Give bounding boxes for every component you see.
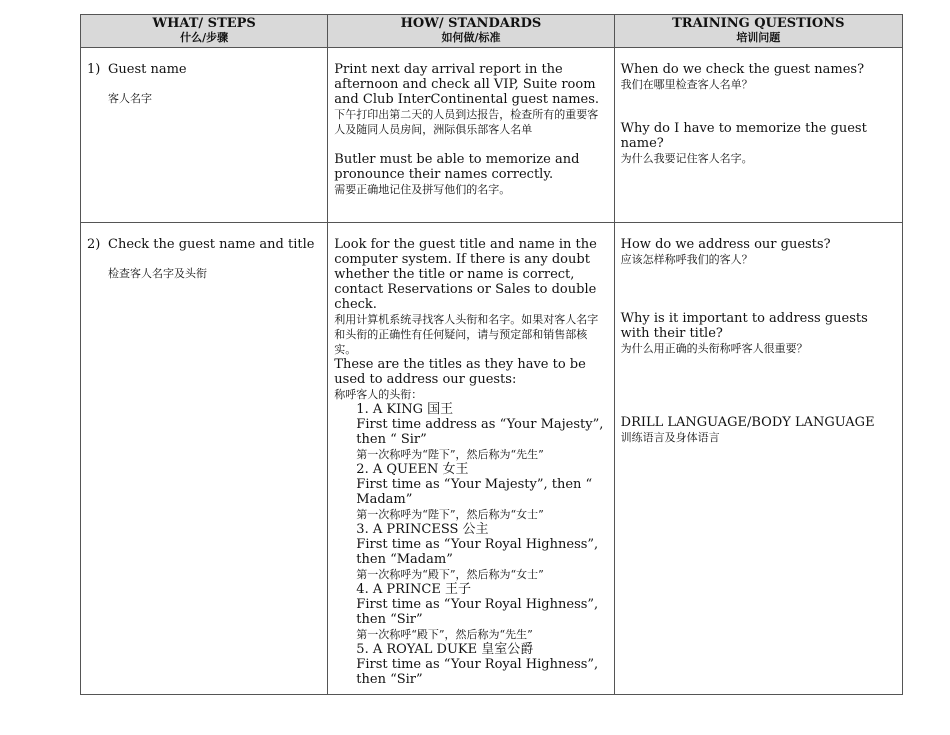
header-zh: 培训问题 (736, 31, 781, 44)
title-address-en: First time as “Your Royal Highness”, then “Sir” (356, 657, 599, 687)
standard-text: These are the titles as they have to be used to address our guests: (334, 357, 586, 387)
question-text-zh: 应该怎样称呼我们的客人？ (620, 253, 753, 266)
title-address-en: First time address as “Your Majesty”, then “ Sir” (356, 417, 604, 447)
header-en: WHAT/ STEPS (152, 16, 256, 31)
questions-cell (614, 223, 902, 695)
header-training-questions (614, 15, 902, 48)
step-title-zh: 检查客人名字及头衔 (108, 267, 207, 280)
question-text: Why do I have to memorize the guest name? (620, 121, 867, 151)
title-heading: 4. A PRINCE 王子 (356, 582, 471, 597)
standard-text: Look for the guest title and name in the computer system. If there is any doubt whether the title or name is correct, contact Reservations or Sales to double check. (334, 237, 597, 312)
title-heading: 2. A QUEEN 女王 (356, 462, 469, 477)
standard-text-zh: 下午打印出第二天的人员到达报告，检查所有的重要客人及随同人员房间，洲际俱乐部客人名单 (334, 108, 599, 136)
table-header-row (81, 15, 903, 48)
step-number: 1) (87, 62, 101, 77)
title-address-en: First time as “Your Majesty”, then “ Madam” (356, 477, 593, 507)
title-address-zh: 第一次称呼为“殿下”，然后称为“女士” (356, 568, 544, 581)
training-table (80, 14, 903, 695)
header-zh: 什么/步骤 (180, 31, 229, 44)
standard-text-zh: 利用计算机系统寻找客人头衔和名字。如果对客人名字和头衔的正确性有任何疑问，请与预定部和销售部核实。 (334, 313, 599, 356)
step-title: Guest name (108, 62, 187, 77)
question-text-zh: 为什么用正确的头衔称呼客人很重要？ (620, 342, 808, 355)
header-zh: 如何做/标准 (441, 31, 501, 44)
header-en: HOW/ STANDARDS (400, 16, 542, 31)
title-address-zh: 第一次称呼为“陛下”，然后称为“女士” (356, 508, 544, 521)
title-heading: 1. A KING 国王 (356, 402, 454, 417)
question-text: How do we address our guests? (620, 237, 831, 252)
step-number: 2) (87, 237, 101, 252)
table-row (81, 48, 903, 223)
step-title: Check the guest name and title (108, 237, 315, 252)
question-text: When do we check the guest names? (620, 62, 865, 77)
drill-language-label: DRILL LANGUAGE/BODY LANGUAGE (620, 415, 875, 430)
standard-text-zh: 需要正确地记住及拼写他们的名字。 (334, 183, 511, 196)
question-text-zh: 为什么我要记住客人名字。 (620, 152, 753, 165)
step-title-zh: 客人名字 (108, 92, 152, 105)
title-address-zh: 第一次称呼为“陛下”，然后称为“先生” (356, 448, 544, 461)
header-en: TRAINING QUESTIONS (672, 16, 845, 31)
title-address-en: First time as “Your Royal Highness”, then “Madam” (356, 537, 599, 567)
title-heading: 3. A PRINCESS 公主 (356, 522, 489, 537)
questions-cell (614, 48, 902, 223)
title-address-zh: 第一次称呼“殿下”，然后称为“先生” (356, 628, 533, 641)
drill-language-label-zh: 训练语言及身体语言 (620, 431, 720, 444)
standards-cell (328, 223, 614, 695)
header-how-standards (328, 15, 614, 48)
standard-text-zh: 称呼客人的头衔： (334, 388, 423, 401)
step-cell (81, 223, 328, 695)
standards-cell (328, 48, 614, 223)
title-address-en: First time as “Your Royal Highness”, then “Sir” (356, 597, 599, 627)
standard-text: Print next day arrival report in the afternoon and check all VIP, Suite room and Club InterContinental guest names. (334, 62, 600, 107)
title-heading: 5. A ROYAL DUKE 皇室公爵 (356, 642, 534, 657)
step-cell (81, 48, 328, 223)
question-text-zh: 我们在哪里检查客人名单？ (620, 78, 753, 91)
standard-text: Butler must be able to memorize and pronounce their names correctly. (334, 152, 580, 182)
question-text: Why is it important to address guests with their title? (620, 311, 868, 341)
header-what-steps (81, 15, 328, 48)
table-row (81, 223, 903, 695)
